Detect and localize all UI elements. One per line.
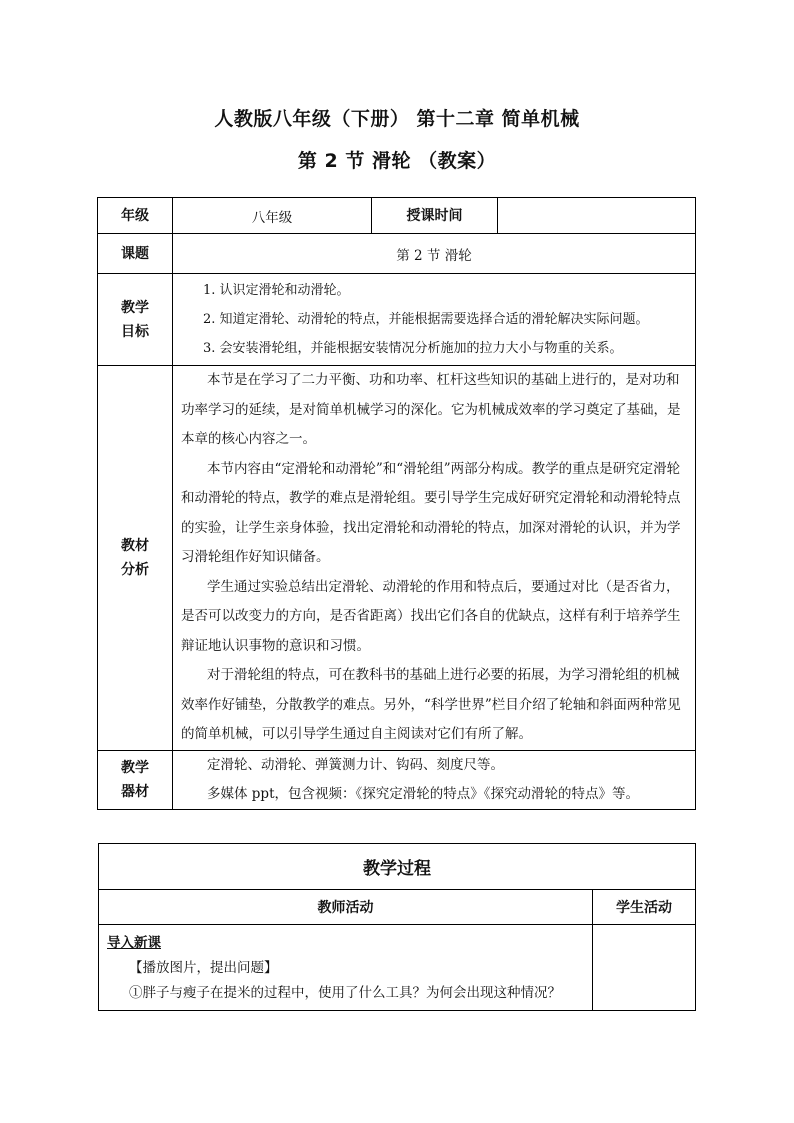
teacher-activity-header: 教师活动 (99, 890, 593, 925)
question-text: ①胖子与瘦子在提米的过程中，使用了什么工具？为何会出现这种情况？ (129, 985, 561, 1001)
goal-item: 1. 认识定滑轮和动滑轮。 (203, 283, 350, 298)
analysis-paragraph: 本节是在学习了二力平衡、功和功率、杠杆这些知识的基础上进行的，是对功和功率学习的延续，是对简单机械学习的深化。它为机械成效率的学习奠定了基础，是本章的核心内容之一。 (181, 372, 681, 447)
section-heading: 导入新课 (107, 935, 161, 951)
analysis-paragraph: 本节内容由“定滑轮和动滑轮”和“滑轮组”两部分构成。教学的重点是研究定滑轮和动滑轮的特点，教学的难点是滑轮组。要引导学生完成好研究定滑轮和动滑轮特点的实验，让学生亲身体验，找出定滑轮和动滑轮的特点，加深对滑轮的认识，并为学习滑轮组作好知识储备。 (181, 460, 681, 565)
analysis-text (173, 366, 696, 751)
process-body-row (99, 925, 696, 1011)
analysis-label-text: 教材分析 (121, 537, 149, 578)
grade-row (98, 198, 696, 234)
materials-list (173, 750, 696, 809)
goals-label-text: 教学目标 (121, 299, 149, 340)
materials-label (98, 750, 173, 809)
goals-row (98, 274, 696, 366)
process-title: 教学过程 (99, 844, 696, 890)
lesson-subtitle: 第 2 节 滑轮 （教案） (297, 150, 497, 172)
goals-label (98, 274, 173, 366)
analysis-row (98, 366, 696, 751)
analysis-paragraph: 学生通过实验总结出定滑轮、动滑轮的作用和特点后，要通过对比（是否省力，是否可以改变力的方向，是否省距离）找出它们各自的优缺点，这样有利于培养学生辩证地认识事物的意识和习惯。 (181, 578, 681, 654)
material-item: 定滑轮、动滑轮、弹簧测力计、钩码、刻度尺等。 (207, 756, 504, 773)
student-activity-cell (593, 925, 696, 1011)
goals-list (173, 274, 696, 366)
time-value (498, 198, 696, 234)
topic-value: 第 2 节 滑轮 (173, 234, 696, 274)
process-title-row (99, 844, 696, 890)
goal-item: 3. 会安装滑轮组，并能根据安装情况分析施加的拉力大小与物重的关系。 (203, 341, 623, 356)
analysis-paragraph: 对于滑轮组的特点，可在教科书的基础上进行必要的拓展，为学习滑轮组的机械效率作好铺垫，分散教学的难点。另外，“科学世界”栏目介绍了轮轴和斜面两种常见的简单机械，可以引导学生通过自主阅读对它们有所了解。 (181, 667, 681, 742)
document-title: 人教版八年级（下册） 第十二章 简单机械 (214, 108, 580, 130)
topic-row (98, 234, 696, 274)
teacher-activity-cell (99, 925, 593, 1011)
goal-item: 2. 知道定滑轮、动滑轮的特点，并能根据需要选择合适的滑轮解决实际问题。 (203, 312, 649, 327)
grade-label: 年级 (98, 198, 173, 234)
topic-label: 课题 (98, 234, 173, 274)
student-activity-header: 学生活动 (593, 890, 696, 925)
step-label: 【播放图片，提出问题】 (129, 960, 278, 976)
material-item: 多媒体 ppt，包含视频：《探究定滑轮的特点》《探究动滑轮的特点》等。 (207, 785, 639, 802)
materials-label-text: 教学器材 (121, 759, 149, 800)
lesson-info-table (97, 197, 696, 810)
materials-row (98, 750, 696, 809)
teaching-process-table (98, 843, 696, 1011)
grade-value: 八年级 (173, 198, 372, 234)
process-header-row (99, 890, 696, 925)
analysis-label (98, 366, 173, 751)
time-label: 授课时间 (372, 198, 498, 234)
